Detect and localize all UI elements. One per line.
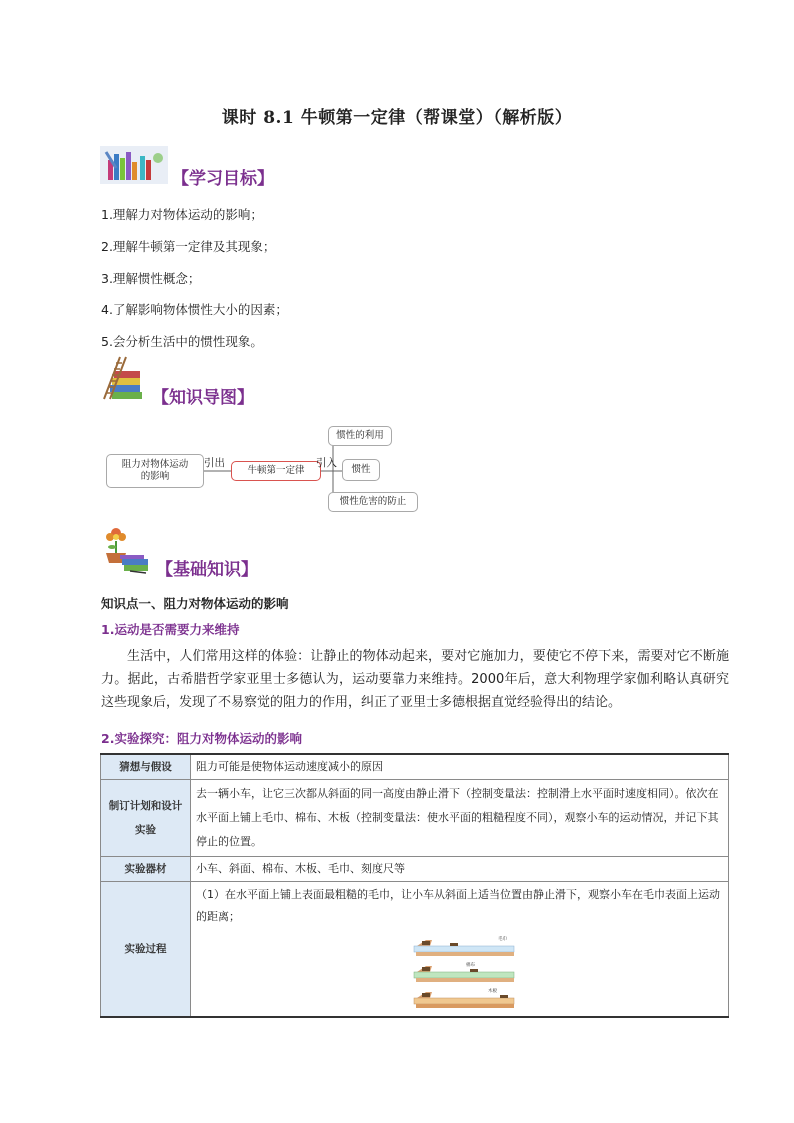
knowledge-point-title: 知识点一、阻力对物体运动的影响 (101, 596, 289, 611)
goal-item: 1.理解力对物体运动的影响； (101, 207, 263, 222)
table-row-header: 实验过程 (101, 882, 191, 1018)
table-row (101, 882, 729, 1018)
goal-item: 2.理解牛顿第一定律及其现象； (101, 239, 276, 254)
basics-heading: 【基础知识】 (156, 560, 258, 580)
mindmap-section-header (100, 355, 300, 408)
goal-item: 3.理解惯性概念； (101, 271, 201, 286)
subsection-title: 1.运动是否需要力来维持 (101, 622, 240, 637)
mindmap-center-node: 牛顿第一定律 (231, 461, 321, 481)
mindmap-root-node: 阻力对物体运动的影响 (106, 454, 204, 488)
experiment-table (100, 753, 729, 1018)
process-step-text: （1）在水平面上铺上表面最粗糙的毛巾，让小车从斜面上适当位置由静止滑下，观察小车在毛巾表面上运动的距离； (196, 888, 720, 923)
books-illustration-icon (100, 146, 168, 184)
table-cell: 小车、斜面、棉布、木板、毛巾、刻度尺等 (191, 857, 729, 882)
table-cell: 阻力可能是使物体运动速度减小的原因 (191, 754, 729, 780)
goals-heading: 【学习目标】 (172, 169, 274, 189)
goal-item: 5.会分析生活中的惯性现象。 (101, 334, 263, 349)
table-row-header: 实验器材 (101, 857, 191, 882)
table-cell (191, 882, 729, 1018)
mindmap-link-label: 引入 (316, 457, 337, 469)
figure-label: 棉布 (466, 963, 475, 968)
figure-label: 毛巾 (498, 937, 507, 942)
table-row (101, 754, 729, 780)
body-paragraph: 生活中，人们常用这样的体验：让静止的物体动起来，要对它施加力，要使它不停下来，需要对它不断施力。据此，古希腊哲学家亚里士多德认为，运动要靠力来维持。2000年后，意大利物理学家伽利略认真研究这些现象后，发现了不易察觉的阻力的作用，纠正了亚里士多德根据直觉经验得出的结论。 (101, 649, 729, 710)
mindmap-child-node: 惯性危害的防止 (328, 492, 418, 512)
experiment-figure (410, 932, 520, 1012)
page-title: 课时 8.1 牛顿第一定律（帮课堂）（解析版） (221, 108, 573, 128)
table-cell: 去一辆小车，让它三次都从斜面的同一高度由静止滑下（控制变量法：控制滑上水平面时速度相同）。依次在水平面上铺上毛巾、棉布、木板（控制变量法：使水平面的粗糙程度不同），观察小车的运动情况，并记下其停止的位置。 (191, 780, 729, 857)
subsection-title: 2.实验探究：阻力对物体运动的影响 (101, 731, 302, 746)
table-row-header: 猜想与假设 (101, 754, 191, 780)
table-row-header: 制订计划和设计实验 (101, 780, 191, 857)
table-row (101, 780, 729, 857)
basics-section-header (100, 525, 300, 580)
ladder-books-icon (100, 355, 148, 403)
knowledge-mindmap (100, 420, 430, 520)
mindmap-child-node: 惯性的利用 (328, 426, 392, 446)
table-row (101, 857, 729, 882)
goal-item: 4.了解影响物体惯性大小的因素； (101, 302, 288, 317)
mindmap-link-label: 引出 (204, 457, 225, 469)
goals-section-header (100, 146, 300, 196)
figure-label: 木板 (488, 989, 497, 994)
flower-pot-books-icon (100, 525, 152, 575)
mindmap-heading: 【知识导图】 (152, 388, 254, 408)
mindmap-inertia-node: 惯性 (342, 459, 380, 481)
